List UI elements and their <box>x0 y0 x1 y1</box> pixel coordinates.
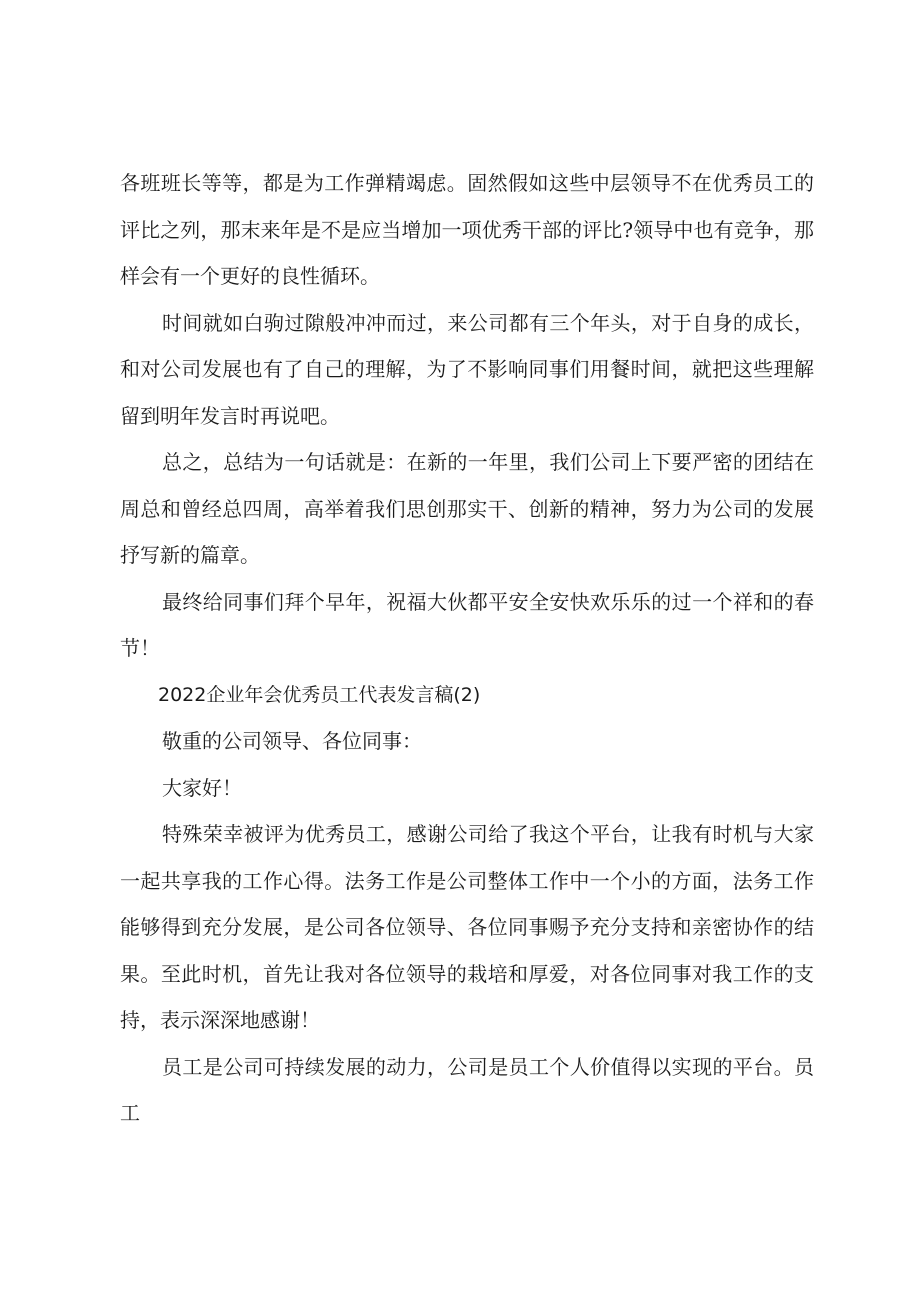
paragraph-time-reflection: 时间就如白驹过隙般冲冲而过，来公司都有三个年头，对于自身的成长，和对公司发展也有了自己的理解，为了不影响同事们用餐时间，就把这些理解留到明年发言时再说吧。 <box>120 310 814 428</box>
section-title: 2022企业年会优秀员工代表发言稿(2) <box>158 683 481 706</box>
paragraph-summary: 总之，总结为一句话就是：在新的一年里，我们公司上下要严密的团结在周总和曾经总四周，高举着我们思创那实干、创新的精神，努力为公司的发展抒写新的篇章。 <box>120 450 814 567</box>
paragraph-gratitude: 特殊荣幸被评为优秀员工，感谢公司给了我这个平台，让我有时机与大家一起共享我的工作心得。法务工作是公司整体工作中一个小的方面，法务工作能够得到充分发展，是公司各位领导、各位同事赐予充分支持和亲密协作的结果。至此时机，首先让我对各位领导的栽培和厚爱，对各位同事对我工作的支持，表示深深地感谢！ <box>120 822 814 1032</box>
paragraph-continuation: 各班班长等等，都是为工作弹精竭虑。固然假如这些中层领导不在优秀员工的评比之列，那末来年是不是应当增加一项优秀干部的评比?领导中也有竞争，那样会有一个更好的良性循环。 <box>120 171 814 288</box>
greeting: 大家好！ <box>162 775 242 800</box>
salutation: 敬重的公司领导、各位同事： <box>162 729 422 753</box>
paragraph-new-year-wishes: 最终给同事们拜个早年，祝福大伙都平安全安快欢乐乐的过一个祥和的春节！ <box>120 589 814 660</box>
paragraph-employee-company: 员工是公司可持续发展的动力，公司是员工个人价值得以实现的平台。员工 <box>120 1054 814 1125</box>
document-body <box>120 160 814 1137</box>
